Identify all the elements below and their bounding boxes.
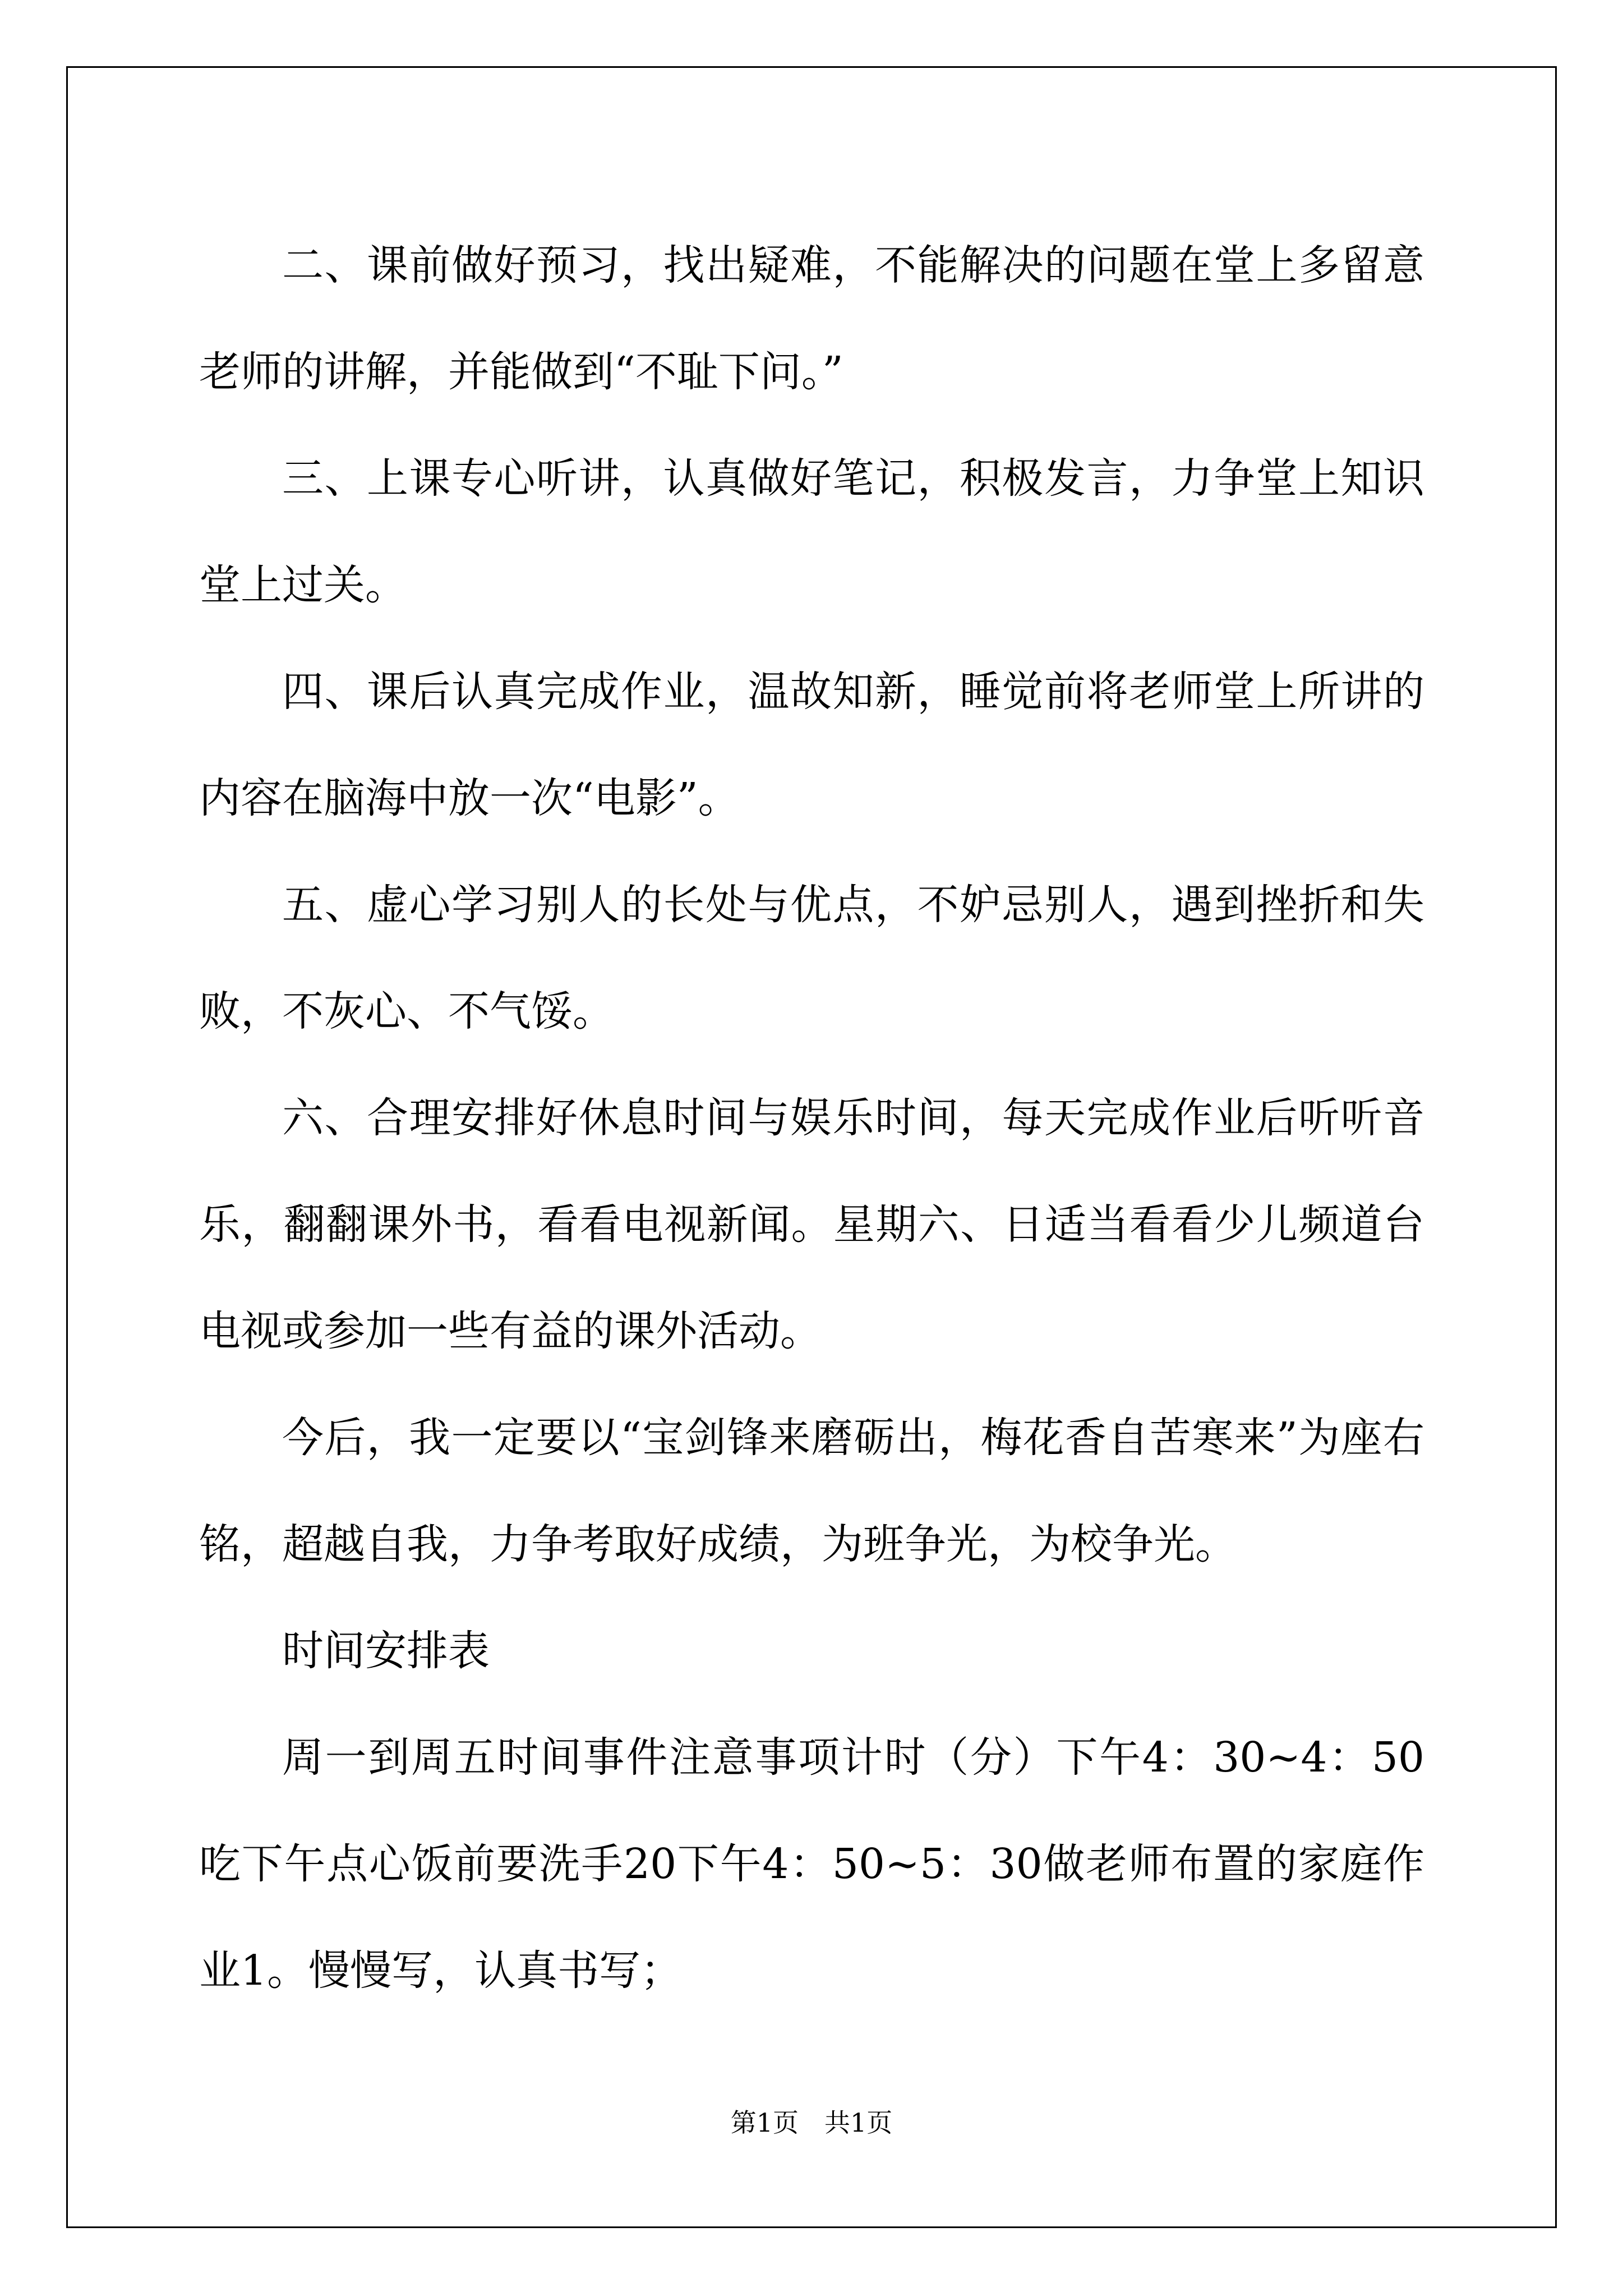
page-number-footer: 第1页 共1页 xyxy=(730,2108,893,2138)
document-body xyxy=(199,212,1424,2024)
paragraph-preview-questions: 二、课前做好预习，找出疑难，不能解决的问题在堂上多留意老师的讲解，并能做到“不耻下问。” xyxy=(199,241,1424,396)
paragraph-schedule-details: 周一到周五时间事件注意事项计时（分）下午4：30~4：50吃下午点心饭前要洗手20下午4：50~5：30做老师布置的家庭作业1。慢慢写，认真书写； xyxy=(199,1733,1424,1995)
paragraph-listen-in-class: 三、上课专心听讲，认真做好笔记，积极发言，力争堂上知识堂上过关。 xyxy=(199,454,1424,609)
paragraph-resolution: 今后，我一定要以“宝剑锋来磨砺出，梅花香自苦寒来”为座右铭，超越自我，力争考取好成绩，为班争光，为校争光。 xyxy=(199,1414,1424,1568)
section-heading-schedule: 时间安排表 xyxy=(282,1627,490,1675)
paragraph-homework-review: 四、课后认真完成作业，温故知新，睡觉前将老师堂上所讲的内容在脑海中放一次“电影”。 xyxy=(199,668,1424,822)
paragraph-rest-and-leisure: 六、合理安排好休息时间与娱乐时间，每天完成作业后听听音乐，翻翻课外书，看看电视新闻。星期六、日适当看看少儿频道台电视或参加一些有益的课外活动。 xyxy=(199,1094,1424,1355)
paragraph-learn-from-others: 五、虚心学习别人的长处与优点，不妒忌别人，遇到挫折和失败，不灰心、不气馁。 xyxy=(199,881,1424,1036)
